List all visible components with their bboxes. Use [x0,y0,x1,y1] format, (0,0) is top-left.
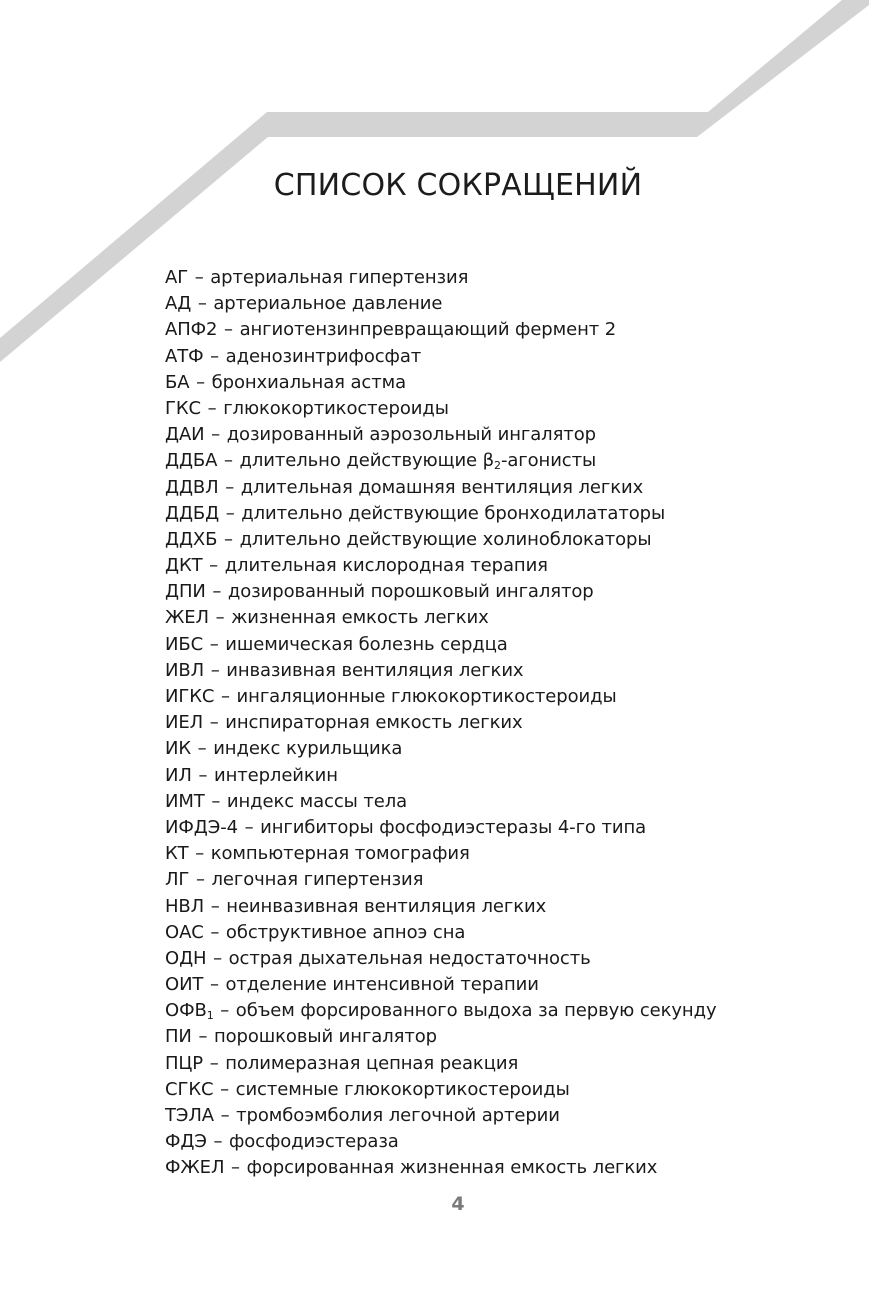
definition: артериальное давление [213,293,443,315]
definition: компьютерная томография [210,843,470,865]
abbreviation: ОАС [165,921,204,943]
separator-dash: – [224,319,233,341]
separator-dash: – [209,974,219,996]
definition-text: длительно действующие β [239,450,495,472]
separator-dash: – [209,633,219,655]
definition: форсированная жизненная емкость легких [246,1157,658,1179]
definition: неинвазивная вентиляция легких [226,895,547,917]
separator-dash: – [209,712,219,734]
list-item [165,448,717,474]
definition: дозированный порошковый ингалятор [227,581,594,603]
separator-dash: – [224,450,233,472]
definition: отделение интенсивной терапии [225,974,539,996]
list-item [165,1103,717,1129]
separator-dash: – [210,345,220,367]
abbreviation: ТЭЛА [165,1105,215,1126]
list-item [165,841,717,867]
list-item [165,920,717,946]
definition-text-suffix: -агонисты [500,450,597,472]
separator-dash: – [198,1026,208,1048]
definition: полимеразная цепная реакция [225,1052,519,1074]
list-item [165,344,717,370]
list-item [165,370,717,396]
separator-dash: – [220,1000,230,1022]
definition: интерлейкин [213,764,338,786]
abbreviation-text: ОФВ [165,1000,207,1022]
separator-dash: – [209,1052,219,1074]
list-item [165,946,717,972]
definition: тромбоэмболия легочной артерии [236,1105,560,1126]
list-item [165,710,717,736]
list-item [165,684,717,710]
abbreviation: ДКТ [165,555,203,577]
separator-dash: – [198,764,208,786]
list-item [165,632,717,658]
list-item [165,265,717,291]
definition [240,450,597,471]
list-item [165,1155,717,1181]
definition: длительная домашняя вентиляция легких [240,476,644,498]
abbreviation: ЖЕЛ [165,607,209,629]
abbreviation: ДДБД [165,502,220,524]
definition: глюкокортикостероиды [223,397,449,419]
list-item [165,763,717,789]
definition: фосфодиэстераза [228,1131,399,1153]
separator-dash: – [210,659,220,681]
abbreviation: ДПИ [165,581,206,603]
list-item [165,317,717,343]
abbreviation: БА [165,371,190,393]
abbreviation: АПФ2 [165,319,218,341]
abbreviation: ЛГ [165,869,190,891]
separator-dash: – [212,581,222,603]
definition: обструктивное апноэ сна [225,921,466,943]
definition: индекс курильщика [213,738,403,760]
separator-dash: – [197,293,207,315]
definition: ингибиторы фосфодиэстеразы 4-го типа [260,816,647,838]
abbreviation: ИЕЛ [165,712,204,734]
separator-dash: – [225,476,235,498]
list-item [165,972,717,998]
definition: жизненная емкость легких [231,607,489,629]
list-item [165,553,717,579]
abbreviation: ОИТ [165,974,204,996]
definition: дозированный аэрозольный ингалятор [226,424,596,446]
separator-dash: – [213,1131,223,1153]
definition: длительная кислородная терапия [224,555,548,577]
abbreviation: АГ [165,267,189,288]
list-item [165,736,717,762]
separator-dash: – [210,921,220,943]
definition: бронхиальная астма [211,371,406,393]
separator-dash: – [244,816,254,838]
page-number: 4 [451,1193,465,1215]
definition: легочная гипертензия [211,869,424,891]
list-item [165,396,717,422]
list-item [165,422,717,448]
abbreviation: ДДХБ [165,528,218,550]
list-item [165,527,717,553]
separator-dash: – [221,686,230,707]
list-item [165,789,717,815]
separator-dash: – [196,371,205,393]
definition: ангиотензинпревращающий фермент 2 [239,319,617,341]
abbreviation: АТФ [165,345,204,367]
list-item [165,867,717,893]
abbreviation: ГКС [165,397,202,419]
list-item [165,475,717,501]
abbreviation: ОДН [165,947,207,969]
separator-dash: – [210,895,220,917]
list-item [165,894,717,920]
definition: артериальная гипертензия [210,267,469,288]
separator-dash: – [220,1105,230,1126]
definition: ишемическая болезнь сердца [225,633,508,655]
list-item [165,1077,717,1103]
abbreviation: НВЛ [165,895,205,917]
abbreviation: ИФДЭ-4 [165,816,238,838]
separator-dash: – [195,869,205,891]
abbreviation: ДДБА [165,450,218,472]
abbreviation: КТ [165,843,189,865]
separator-dash: – [220,1078,230,1100]
definition: системные глюкокортикостероиды [235,1078,570,1100]
abbreviation: ДДВЛ [165,476,219,498]
abbreviation: ИК [165,738,192,760]
abbreviation [165,1000,214,1021]
separator-dash: – [195,843,205,865]
separator-dash: – [213,947,222,969]
abbreviation: ДАИ [165,424,205,446]
definition: индекс массы тела [226,790,408,812]
definition: инспираторная емкость легких [225,712,523,734]
list-item [165,1129,717,1155]
page-title: СПИСОК СОКРАЩЕНИЙ [273,168,643,203]
abbreviation: ФЖЕЛ [165,1157,225,1179]
definition: инвазивная вентиляция легких [226,659,524,681]
separator-dash: – [211,424,221,446]
abbreviation: ИМТ [165,790,205,812]
separator-dash: – [225,502,235,524]
definition: порошковый ингалятор [213,1026,437,1048]
list-item [165,998,717,1024]
separator-dash: – [211,790,221,812]
abbreviation: ИВЛ [165,659,205,681]
abbreviation: ИБС [165,633,204,655]
separator-dash: – [215,607,225,629]
separator-dash: – [209,555,219,577]
definition: аденозинтрифосфат [225,345,422,367]
abbreviation-list [165,265,717,1182]
list-item [165,658,717,684]
definition-subscript: 2 [494,459,501,473]
definition: острая дыхательная недостаточность [228,947,591,969]
list-item [165,815,717,841]
separator-dash: – [224,528,233,550]
definition: длительно действующие холиноблокаторы [239,528,652,550]
separator-dash: – [197,738,207,760]
abbreviation-subscript: 1 [206,1009,214,1023]
abbreviation: ПЦР [165,1052,204,1074]
abbreviation: ПИ [165,1026,192,1048]
abbreviation: АД [165,293,192,315]
separator-dash: – [207,397,217,419]
definition: объем форсированного выдоха за первую секунду [235,1000,717,1022]
definition: длительно действующие бронходилататоры [241,502,666,524]
list-item [165,1051,717,1077]
abbreviation: ИГКС [165,686,215,707]
list-item [165,501,717,527]
abbreviation: ИЛ [165,764,192,786]
list-item [165,579,717,605]
abbreviation: СГКС [165,1078,214,1100]
list-item [165,291,717,317]
list-item [165,605,717,631]
list-item [165,1024,717,1050]
separator-dash: – [194,267,204,288]
definition: ингаляционные глюкокортикостероиды [236,686,617,707]
abbreviation: ФДЭ [165,1131,207,1153]
separator-dash: – [231,1157,240,1179]
